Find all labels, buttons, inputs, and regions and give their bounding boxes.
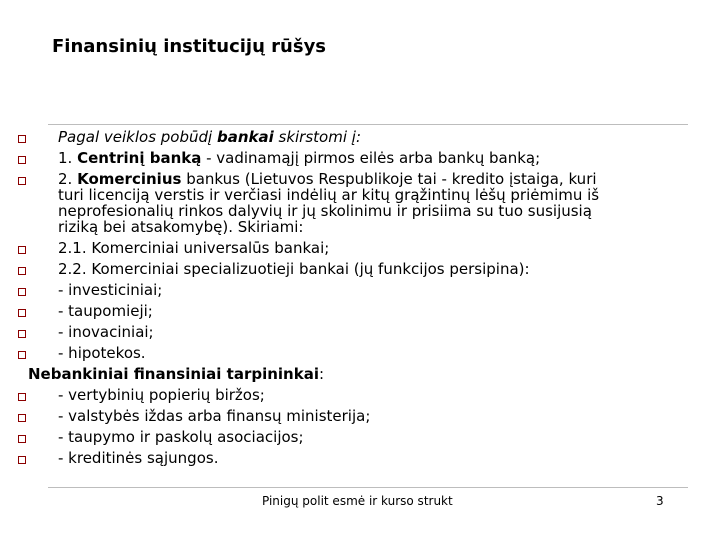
square-bullet-icon [18, 456, 26, 464]
square-bullet-icon [18, 435, 26, 443]
item-text: - investiciniai; [58, 281, 163, 299]
item-text-part: skirstomi į: [273, 128, 361, 146]
item-text: - inovaciniai; [58, 323, 154, 341]
item-text: - vertybinių popierių biržos; [58, 386, 265, 404]
square-bullet-icon [18, 177, 26, 185]
item-line: riziką bei atsakomybę). Skiriami: [58, 218, 304, 236]
footer-text: Pinigų polit esmė ir kurso strukt [262, 494, 453, 508]
item-text: 2.1. Komerciniai universalūs bankai; [58, 239, 330, 257]
list-item [18, 303, 690, 319]
square-bullet-icon [18, 393, 26, 401]
bottom-divider [48, 487, 688, 488]
item-text: 2.2. Komerciniai specializuotieji bankai (jų funkcijos persipina): [58, 260, 530, 278]
square-bullet-icon [18, 351, 26, 359]
list-item [18, 345, 690, 361]
list-item [18, 324, 690, 340]
item-text: - taupymo ir paskolų asociacijos; [58, 428, 304, 446]
slide-title: Finansinių institucijų rūšys [52, 36, 327, 57]
list-item [18, 282, 690, 298]
list-item [18, 171, 690, 235]
square-bullet-icon [18, 414, 26, 422]
item-text: - kreditinės sąjungos. [58, 449, 219, 467]
heading-suffix: : [318, 365, 325, 383]
square-bullet-icon [18, 135, 26, 143]
item-line: 2. Komercinius bankus (Lietuvos Respublikoje tai - kredito įstaiga, kuri [58, 170, 597, 188]
item-text-bold: bankai [216, 128, 274, 146]
section-heading [18, 366, 690, 382]
item-text-bold: Komercinius [77, 170, 182, 188]
list-item [18, 408, 690, 424]
item-text: - valstybės iždas arba finansų ministerija; [58, 407, 371, 425]
item-line: turi licenciją verstis ir verčiasi indėlių ar kitų grąžintinų lėšų priėmimu iš [58, 186, 600, 204]
item-text: - hipotekos. [58, 344, 146, 362]
square-bullet-icon [18, 330, 26, 338]
item-text-bold: Centrinį banką [77, 149, 202, 167]
top-divider [48, 124, 688, 125]
list-item [18, 240, 690, 256]
item-text-part: Pagal veiklos pobūdį [58, 128, 217, 146]
square-bullet-icon [18, 156, 26, 164]
heading-text: Nebankiniai finansiniai tarpininkai [28, 365, 319, 383]
list-item [18, 129, 690, 145]
item-text: - taupomieji; [58, 302, 153, 320]
list-item [18, 150, 690, 166]
square-bullet-icon [18, 246, 26, 254]
page-number: 3 [656, 494, 664, 508]
list-item [18, 261, 690, 277]
square-bullet-icon [18, 267, 26, 275]
list-item [18, 450, 690, 466]
list-item [18, 387, 690, 403]
item-text-part: - vadinamąjį pirmos eilės arba bankų banką; [201, 149, 541, 167]
square-bullet-icon [18, 309, 26, 317]
item-text-part: 1. [58, 149, 78, 167]
item-line: neprofesionalių rinkos dalyvių ir jų skolinimu ir prisiima su tuo susijusią [58, 202, 592, 220]
bullet-list [18, 129, 690, 466]
list-item [18, 429, 690, 445]
square-bullet-icon [18, 288, 26, 296]
